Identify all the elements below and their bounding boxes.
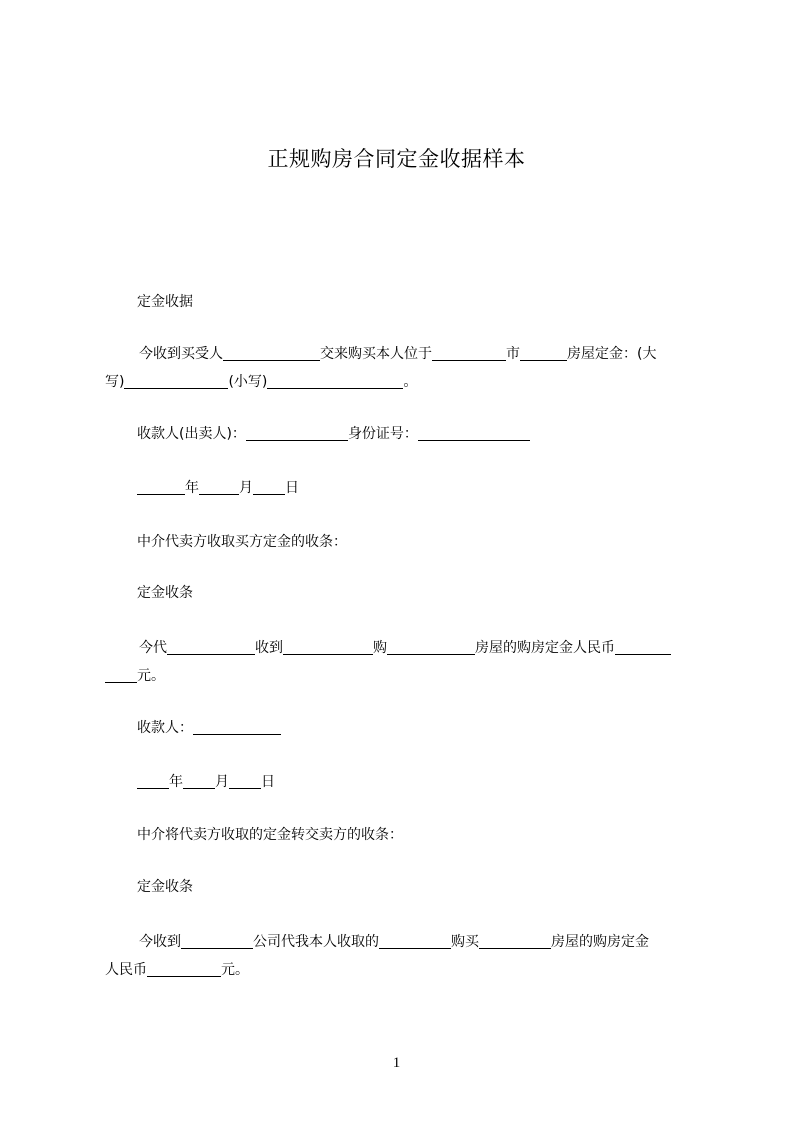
section2-date-line — [105, 768, 702, 796]
section2-line1-text-a: 今代 — [139, 640, 167, 656]
section1-month-blank[interactable] — [199, 477, 239, 495]
section2-receipt-line1 — [105, 634, 702, 662]
deposit-amount-blank-b[interactable] — [105, 665, 137, 683]
section2-line2-text-a: 元。 — [137, 668, 165, 684]
section2-year-blank[interactable] — [137, 771, 169, 789]
section2-receipt-line2 — [105, 662, 702, 690]
section3-line1-text-d: 房屋的购房定金 — [551, 934, 649, 950]
section1-year-blank[interactable] — [137, 477, 185, 495]
section3-line1-text-c: 购买 — [451, 934, 479, 950]
section1-line1-text-a: 今收到买受人 — [139, 346, 223, 362]
section2-day-blank[interactable] — [229, 771, 261, 789]
section1-heading-text: 定金收据 — [137, 294, 193, 310]
amount-uppercase-blank[interactable] — [124, 371, 228, 389]
section1-day-label: 日 — [285, 480, 299, 496]
section1-month-label: 月 — [239, 480, 253, 496]
section3-line1-text-b: 公司代我本人收取的 — [253, 934, 379, 950]
section1-line2-text-b: (小写) — [228, 374, 268, 390]
property-location-blank[interactable] — [520, 343, 567, 361]
section3-amount-blank[interactable] — [147, 959, 221, 977]
section1-year-label: 年 — [185, 480, 199, 496]
section1-line1-text-d: 房屋定金：(大 — [567, 346, 657, 362]
property-city-blank[interactable] — [432, 343, 506, 361]
agent-on-behalf-blank[interactable] — [167, 637, 255, 655]
section3-receipt-line2 — [105, 956, 702, 984]
section2-payee-line — [105, 714, 702, 742]
section2-line1-text-b: 收到 — [255, 640, 283, 656]
property-address-blank[interactable] — [387, 637, 475, 655]
section3-line1-text-a: 今收到 — [139, 934, 181, 950]
section1-receipt-line2 — [105, 368, 702, 396]
section2-month-blank[interactable] — [183, 771, 215, 789]
section2-intro — [105, 528, 702, 556]
section1-payee-line — [105, 420, 702, 448]
section1-line2-text-c: 。 — [403, 374, 418, 390]
id-number-label: 身份证号： — [347, 426, 418, 442]
deposit-amount-blank-a[interactable] — [615, 637, 671, 655]
section2-heading-text: 定金收条 — [137, 585, 193, 601]
page-number: 1 — [392, 1055, 401, 1071]
buyer-from-blank[interactable] — [283, 637, 373, 655]
section1-line2-text-a: 写) — [105, 374, 125, 390]
section1-line1-text-b: 交来购买本人位于 — [320, 346, 432, 362]
section3-heading-text: 定金收条 — [137, 879, 193, 895]
section3-intro — [105, 821, 702, 849]
section2-payee-blank[interactable] — [193, 717, 281, 735]
section2-day-label: 日 — [261, 774, 275, 790]
section1-day-blank[interactable] — [253, 477, 285, 495]
section2-line1-text-d: 房屋的购房定金人民币 — [475, 640, 615, 656]
section3-property-blank[interactable] — [479, 931, 551, 949]
section2-intro-text: 中介代卖方收取买方定金的收条： — [137, 534, 347, 550]
amount-numeric-blank[interactable] — [267, 371, 403, 389]
section3-intro-text: 中介将代卖方收取的定金转交卖方的收条： — [137, 827, 403, 843]
section2-year-label: 年 — [169, 774, 183, 790]
section2-line1-text-c: 购 — [373, 640, 387, 656]
payee-seller-label: 收款人(出卖人)： — [137, 426, 246, 442]
section1-date-line — [105, 474, 702, 502]
section3-line2-text-b: 元。 — [221, 962, 249, 978]
collected-from-blank[interactable] — [379, 931, 451, 949]
section3-line2-text-a: 人民币 — [105, 962, 147, 978]
section2-month-label: 月 — [215, 774, 229, 790]
section2-heading — [105, 579, 702, 607]
section1-heading — [105, 288, 702, 316]
section1-line1-text-c: 市 — [506, 346, 520, 362]
buyer-name-blank[interactable] — [223, 343, 320, 361]
section3-heading — [105, 873, 702, 901]
section2-payee-label: 收款人： — [137, 720, 193, 736]
id-number-blank[interactable] — [418, 423, 530, 441]
agency-company-blank[interactable] — [181, 931, 253, 949]
section1-receipt-line1 — [105, 340, 702, 368]
payee-seller-blank[interactable] — [246, 423, 348, 441]
section3-receipt-line1 — [105, 928, 702, 956]
page-title: 正规购房合同定金收据样本 — [267, 147, 526, 171]
